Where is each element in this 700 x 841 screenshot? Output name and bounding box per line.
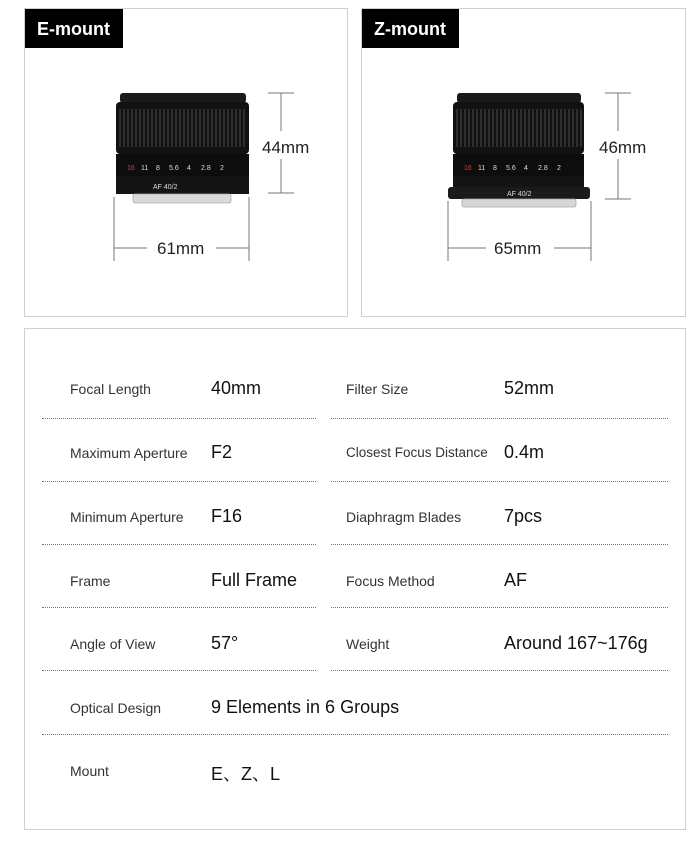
e-mount-scale-2: 2 — [220, 165, 224, 172]
e-mount-scale-16: 16 — [127, 165, 135, 172]
row-divider — [42, 670, 316, 671]
row-divider — [331, 670, 668, 671]
e-mount-scale-5-6: 5.6 — [169, 165, 179, 172]
z-mount-scale-2-8: 2.8 — [538, 165, 548, 172]
z-mount-tag: Z-mount — [362, 9, 459, 48]
spec-value-focal-length: 40mm — [211, 378, 262, 398]
spec-value-diaphragm-blades: 7pcs — [504, 506, 543, 526]
spec-label-closest-focus: Closest Focus Distance — [346, 445, 488, 460]
z-mount-panel — [361, 8, 686, 317]
spec-value-weight: Around 167~176g — [504, 633, 648, 653]
e-mount-scale-8: 8 — [156, 165, 160, 172]
spec-row — [42, 482, 669, 545]
spec-value-mount: E、Z、L — [211, 764, 281, 784]
z-mount-scale-2: 2 — [557, 165, 561, 172]
e-mount-height-label: 44mm — [262, 138, 310, 157]
spec-row — [42, 672, 669, 735]
spec-row — [42, 545, 669, 608]
spec-value-filter-size: 52mm — [504, 378, 555, 398]
spec-label-focus-method: Focus Method — [346, 573, 435, 589]
spec-label-focal-length: Focal Length — [70, 381, 151, 397]
spec-label-angle-of-view: Angle of View — [70, 636, 156, 652]
spec-label-max-aperture: Maximum Aperture — [70, 445, 188, 461]
e-mount-scale-2-8: 2.8 — [201, 165, 211, 172]
spec-table — [24, 328, 686, 830]
e-mount-scale-11: 11 — [141, 165, 149, 172]
e-mount-tag: E-mount — [25, 9, 123, 48]
spec-row — [42, 608, 669, 671]
z-mount-lens-diagram — [362, 9, 687, 318]
spec-label-diaphragm-blades: Diaphragm Blades — [346, 509, 462, 525]
z-mount-scale-16: 16 — [464, 165, 472, 172]
spec-value-angle-of-view: 57° — [211, 633, 239, 653]
spec-label-optical-design: Optical Design — [70, 700, 162, 716]
z-mount-scale-11: 11 — [478, 165, 486, 172]
e-mount-lens-image — [116, 93, 249, 203]
z-mount-scale-8: 8 — [493, 165, 497, 172]
z-mount-width-label: 65mm — [494, 239, 542, 258]
spec-value-focus-method: AF — [504, 570, 528, 590]
z-mount-lens-image — [448, 93, 590, 207]
e-mount-panel — [24, 8, 348, 317]
spec-value-max-aperture: F2 — [211, 442, 233, 462]
spec-label-min-aperture: Minimum Aperture — [70, 509, 184, 525]
z-mount-scale-5-6: 5.6 — [506, 165, 516, 172]
spec-label-mount: Mount — [70, 763, 109, 779]
z-mount-height-label: 46mm — [599, 138, 647, 157]
spec-row — [42, 356, 669, 419]
e-mount-scale-4: 4 — [187, 165, 191, 172]
spec-label-frame: Frame — [70, 573, 111, 589]
e-mount-lens-mark: AF 40/2 — [153, 184, 178, 191]
spec-value-min-aperture: F16 — [211, 506, 243, 526]
spec-label-filter-size: Filter Size — [346, 381, 409, 397]
spec-label-weight: Weight — [346, 636, 390, 652]
spec-row — [42, 735, 669, 798]
spec-value-closest-focus: 0.4m — [504, 442, 545, 462]
spec-value-optical-design: 9 Elements in 6 Groups — [211, 697, 400, 717]
spec-value-frame: Full Frame — [211, 570, 298, 590]
z-mount-lens-mark: AF 40/2 — [507, 191, 532, 198]
z-mount-scale-4: 4 — [524, 165, 528, 172]
spec-row — [42, 419, 669, 482]
e-mount-lens-diagram — [25, 9, 349, 318]
e-mount-width-label: 61mm — [157, 239, 205, 258]
